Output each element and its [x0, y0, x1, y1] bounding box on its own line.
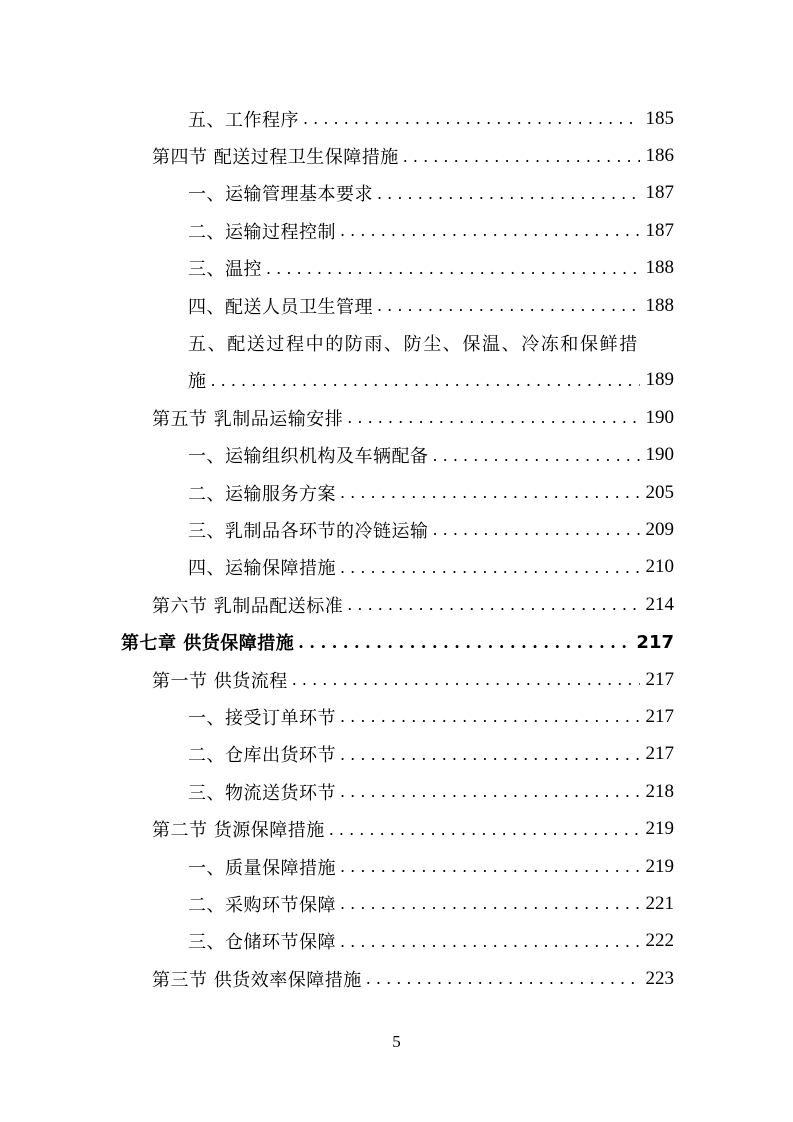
toc-entry-title: 第一节 供货流程 — [152, 670, 288, 692]
toc-entry-title: 第四节 配送过程卫生保障措施 — [152, 147, 399, 169]
toc-entry-item[interactable] — [0, 923, 793, 960]
toc-entry-section[interactable] — [0, 586, 793, 623]
toc-dot-leader — [340, 558, 640, 577]
toc-entry-page: 187 — [645, 182, 674, 204]
toc-dot-leader — [403, 147, 640, 166]
page-number: 5 — [392, 1032, 401, 1051]
toc-entry-item[interactable] — [0, 212, 793, 249]
toc-entry-page: 188 — [645, 294, 674, 316]
toc-entry-page: 219 — [645, 818, 674, 840]
toc-entry-item[interactable] — [0, 175, 793, 212]
toc-entry-title: 二、运输服务方案 — [188, 483, 336, 505]
toc-entry-page: 218 — [645, 780, 674, 802]
toc-entry-section[interactable] — [0, 399, 793, 436]
toc-dot-leader — [377, 184, 640, 203]
toc-entry-title: 第七章 供货保障措施 — [121, 633, 295, 655]
toc-dot-leader — [340, 483, 640, 502]
toc-entry-item[interactable] — [0, 437, 793, 474]
toc-entry-item[interactable] — [0, 698, 793, 735]
toc-entry-title: 三、温控 — [188, 259, 262, 281]
toc-entry-title: 施 — [188, 371, 207, 393]
toc-entry-page: 186 — [645, 145, 674, 167]
toc-dot-leader — [433, 520, 640, 539]
toc-dot-leader — [340, 932, 640, 951]
toc-dot-leader — [340, 857, 640, 876]
toc-entry-title: 第五节 乳制品运输安排 — [152, 408, 344, 430]
toc-dot-leader — [298, 633, 630, 652]
toc-entry-item[interactable] — [0, 287, 793, 324]
toc-entry-title: 第二节 货源保障措施 — [152, 820, 325, 842]
toc-entry-page: 190 — [645, 406, 674, 428]
toc-entry-page: 189 — [645, 369, 674, 391]
toc-entry-page: 210 — [645, 556, 674, 578]
toc-dot-leader — [340, 745, 640, 764]
toc-entry-item[interactable] — [0, 474, 793, 511]
toc-entry-item[interactable] — [0, 324, 793, 361]
toc-entry-page: 214 — [645, 593, 674, 615]
toc-entry-title: 二、仓库出货环节 — [188, 745, 336, 767]
toc-dot-leader — [366, 969, 640, 988]
toc-entry-item[interactable] — [0, 848, 793, 885]
toc-entry-title: 二、采购环节保障 — [188, 894, 336, 916]
toc-dot-leader — [303, 109, 640, 128]
toc-entry-page: 217 — [645, 705, 674, 727]
toc-dot-leader — [329, 820, 640, 839]
toc-entry-title: 第六节 乳制品配送标准 — [152, 595, 344, 617]
toc-dot-leader — [266, 259, 640, 278]
toc-entry-title: 一、运输管理基本要求 — [188, 184, 373, 206]
toc-entry-title: 三、物流送货环节 — [188, 782, 336, 804]
toc-entry-section[interactable] — [0, 810, 793, 847]
toc-entry-item[interactable] — [0, 250, 793, 287]
toc-dot-leader — [292, 670, 640, 689]
toc-entry-section[interactable] — [0, 137, 793, 174]
toc-entry-item[interactable] — [0, 511, 793, 548]
toc-entry-page: 217 — [645, 743, 674, 765]
toc-entry-page: 185 — [645, 107, 674, 129]
toc-entry-title: 三、乳制品各环节的冷链运输 — [188, 520, 429, 542]
toc-entry-section[interactable] — [0, 960, 793, 997]
toc-entry-page: 209 — [645, 518, 674, 540]
toc-entry-title: 五、工作程序 — [188, 109, 299, 131]
toc-dot-leader — [211, 371, 640, 390]
toc-entry-chapter[interactable] — [0, 623, 793, 660]
toc-entry-title: 二、运输过程控制 — [188, 221, 336, 243]
toc-entry-item[interactable] — [0, 549, 793, 586]
toc-entry-title: 一、接受订单环节 — [188, 707, 336, 729]
toc-entry-page: 205 — [645, 481, 674, 503]
toc-entry-item[interactable] — [0, 885, 793, 922]
toc-entry-item[interactable] — [0, 773, 793, 810]
toc-entry-page: 219 — [645, 855, 674, 877]
toc-entry-page: 222 — [645, 930, 674, 952]
toc-entry-page: 221 — [645, 892, 674, 914]
toc-entry-title: 四、配送人员卫生管理 — [188, 296, 373, 318]
toc-dot-leader — [433, 446, 640, 465]
toc-entry-section[interactable] — [0, 661, 793, 698]
toc-dot-leader — [340, 707, 640, 726]
toc-dot-leader — [347, 595, 639, 614]
toc-entry-page: 223 — [645, 967, 674, 989]
toc-entry-title: 一、质量保障措施 — [188, 857, 336, 879]
toc-entry-page: 187 — [645, 219, 674, 241]
toc-entry-item[interactable] — [0, 736, 793, 773]
toc-entry-title: 五、配送过程中的防雨、防尘、保温、冷冻和保鲜措 — [188, 334, 639, 356]
toc-entry-title: 三、仓储环节保障 — [188, 932, 336, 954]
toc-dot-leader — [340, 894, 640, 913]
toc-entry-title: 一、运输组织机构及车辆配备 — [188, 446, 429, 468]
toc-entry-page: 217 — [636, 631, 674, 653]
toc-entry-title: 四、运输保障措施 — [188, 558, 336, 580]
toc-dot-leader — [347, 408, 639, 427]
toc-entry-page: 217 — [645, 668, 674, 690]
toc-entry-page: 190 — [645, 444, 674, 466]
toc-entry-title: 第三节 供货效率保障措施 — [152, 969, 362, 991]
toc-dot-leader — [340, 221, 640, 240]
toc-dot-leader — [340, 782, 640, 801]
toc-entry-item[interactable] — [0, 100, 793, 137]
table-of-contents — [0, 100, 793, 997]
toc-dot-leader — [377, 296, 640, 315]
toc-entry-item[interactable] — [0, 362, 793, 399]
toc-entry-page: 188 — [645, 257, 674, 279]
